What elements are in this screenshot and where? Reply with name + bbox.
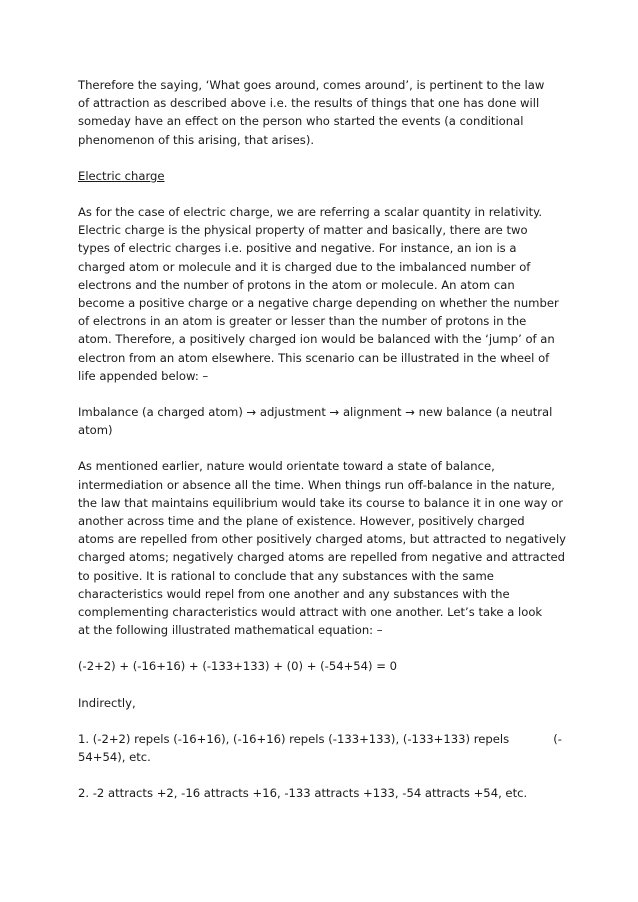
equation (78, 657, 562, 675)
text-line: to positive. It is rational to conclude that any substances with the same (78, 568, 494, 583)
paragraph-indirectly (78, 694, 562, 712)
text-line: complementing characteristics would attract with one another. Let’s take a look (78, 605, 543, 620)
list-item-2 (78, 784, 562, 802)
paragraph-law-of-attraction (78, 76, 562, 149)
text-line: at the following illustrated mathematical equation: – (78, 623, 383, 638)
text-line: electrons and the number of protons in the atom or molecule. An atom can (78, 277, 515, 292)
text-line: intermediation or absence all the time. When things run off-balance in the nature, (78, 477, 555, 492)
text-line: another across time and the plane of existence. However, positively charged (78, 514, 525, 529)
text-line: characteristics would repel from one another and any substances with the (78, 586, 510, 601)
text-line: atom. Therefore, a positively charged ion would be balanced with the ‘jump’ of an (78, 332, 555, 347)
text-line: become a positive charge or a negative charge depending on whether the number (78, 296, 559, 311)
item1-text-right: (- (553, 731, 562, 746)
list-item-1 (78, 730, 562, 766)
text-line: charged atoms; negatively charged atoms are repelled from negative and attracted (78, 550, 565, 565)
text-line: of electrons in an atom is greater or lesser than the number of protons in the (78, 314, 527, 329)
text-line: of attraction as described above i.e. the results of things that one has done will (78, 96, 540, 111)
text-line: As for the case of electric charge, we are referring a scalar quantity in relativity. (78, 205, 543, 220)
text-line: charged atom or molecule and it is charged due to the imbalanced number of (78, 259, 531, 274)
text-line: Imbalance (a charged atom) → adjustment → alignment → new balance (a neutral (78, 405, 553, 420)
text-line: Electric charge is the physical property of matter and basically, there are two (78, 223, 528, 238)
text-line: 2. -2 attracts +2, -16 attracts +16, -133 attracts +133, -54 attracts +54, etc. (78, 786, 528, 801)
paragraph-balance-flow (78, 403, 562, 439)
text-line: the law that maintains equilibrium would take its course to balance it in one way or (78, 495, 564, 510)
text-line: phenomenon of this arising, that arises). (78, 132, 315, 147)
text-line: Therefore the saying, ‘What goes around, comes around’, is pertinent to the law (78, 78, 545, 92)
text-line: atoms are repelled from other positively charged atoms, but attracted to negatively (78, 532, 567, 547)
paragraph-electric-charge (78, 203, 562, 385)
equation-text: (-2+2) + (-16+16) + (-133+133) + (0) + (-54+54) = 0 (78, 659, 398, 674)
section-heading: Electric charge (78, 168, 165, 183)
text-line: atom) (78, 423, 113, 438)
text-line: types of electric charges i.e. positive and negative. For instance, an ion is a (78, 241, 517, 256)
text-line: someday have an effect on the person who started the events (a conditional (78, 114, 524, 129)
paragraph-nature-balance (78, 457, 567, 639)
text-line: life appended below: – (78, 368, 209, 383)
text-line: As mentioned earlier, nature would orientate toward a state of balance, (78, 459, 495, 474)
item1-text-left: 1. (-2+2) repels (-16+16), (-16+16) repels (-133+133), (-133+133) repels (78, 731, 510, 746)
text-line: 54+54), etc. (78, 750, 151, 765)
text-line: Indirectly, (78, 695, 136, 710)
text-line (78, 730, 562, 748)
document-page (78, 76, 567, 821)
text-line: electron from an atom elsewhere. This scenario can be illustrated in the wheel of (78, 350, 550, 365)
